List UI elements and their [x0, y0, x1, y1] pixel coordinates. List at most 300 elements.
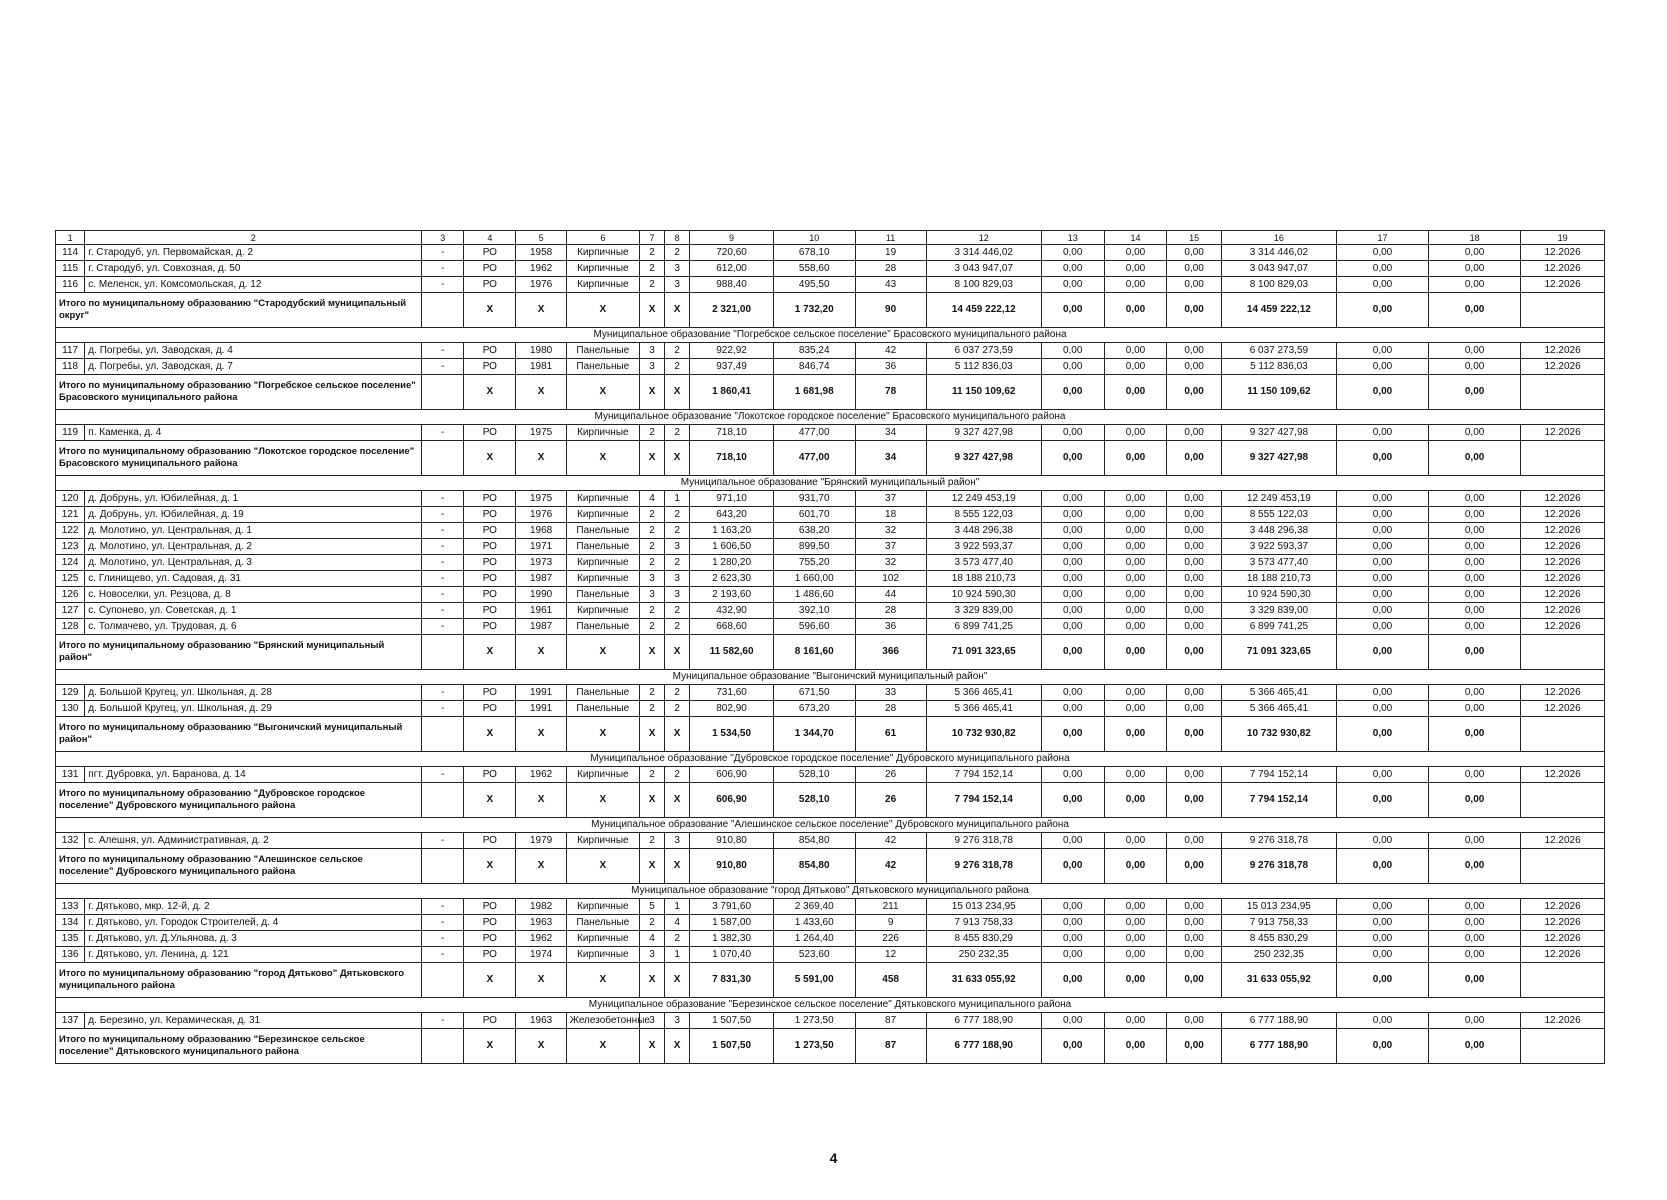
table-cell: 6 899 741,25 [1221, 619, 1336, 635]
table-cell: Х [566, 849, 639, 884]
table-cell: РО [464, 523, 516, 539]
table-cell: 0,00 [1104, 277, 1167, 293]
table-cell: 0,00 [1167, 555, 1221, 571]
table-cell: 61 [855, 717, 926, 752]
table-cell: 846,74 [773, 359, 855, 375]
table-cell: - [422, 1013, 464, 1029]
table-cell: 130 [56, 701, 85, 717]
table-cell: 3 448 296,38 [926, 523, 1041, 539]
table-cell: Итого по муниципальному образованию "город Дятьково" Дятьковского муниципального района [56, 963, 422, 998]
table-cell: 0,00 [1041, 507, 1104, 523]
table-cell: 0,00 [1041, 441, 1104, 476]
table-cell: Панельные [566, 359, 639, 375]
table-cell: 1980 [516, 343, 566, 359]
table-cell: 0,00 [1104, 523, 1167, 539]
table-cell: 12.2026 [1521, 1013, 1605, 1029]
table-cell: Х [566, 441, 639, 476]
table-cell: 90 [855, 293, 926, 328]
table-cell: - [422, 685, 464, 701]
table-cell: 0,00 [1336, 359, 1428, 375]
table-cell: 937,49 [690, 359, 774, 375]
table-row [56, 587, 1605, 603]
table-cell: Кирпичные [566, 555, 639, 571]
table-cell: Х [516, 783, 566, 818]
table-cell: 0,00 [1167, 931, 1221, 947]
table-cell: 3 314 446,02 [926, 245, 1041, 261]
table-cell: 0,00 [1336, 783, 1428, 818]
table-cell: Кирпичные [566, 947, 639, 963]
table-cell: 12.2026 [1521, 587, 1605, 603]
table-cell: 18 [1429, 231, 1521, 245]
table-cell: 0,00 [1167, 245, 1221, 261]
table-cell: 731,60 [690, 685, 774, 701]
table-cell: 1968 [516, 523, 566, 539]
table-cell: с. Меленск, ул. Комсомольская, д. 12 [85, 277, 422, 293]
table-row [56, 343, 1605, 359]
table-cell: Кирпичные [566, 767, 639, 783]
table-cell: 2 [665, 767, 690, 783]
table-cell: 8 161,60 [773, 635, 855, 670]
table-cell: 2 [665, 603, 690, 619]
table-cell: 136 [56, 947, 85, 963]
table-cell: Итого по муниципальному образованию "Березинское сельское поселение" Дятьковского муниципального района [56, 1029, 422, 1064]
table-cell: 36 [855, 359, 926, 375]
table-cell: 0,00 [1336, 277, 1428, 293]
table-cell: РО [464, 277, 516, 293]
table-cell: 1981 [516, 359, 566, 375]
table-cell: 0,00 [1104, 685, 1167, 701]
table-body [56, 231, 1605, 1064]
table-cell: 0,00 [1167, 359, 1221, 375]
table-cell: 0,00 [1041, 635, 1104, 670]
table-cell: 12 [855, 947, 926, 963]
table-cell: Кирпичные [566, 261, 639, 277]
table-cell: Х [639, 441, 664, 476]
total-row [56, 783, 1605, 818]
table-cell [1521, 635, 1605, 670]
table-cell [422, 717, 464, 752]
table-cell: 3 [665, 571, 690, 587]
table-row [56, 947, 1605, 963]
table-cell: 2 [665, 507, 690, 523]
table-cell: Кирпичные [566, 899, 639, 915]
table-cell: 0,00 [1429, 359, 1521, 375]
table-cell: 12.2026 [1521, 491, 1605, 507]
table-cell: 0,00 [1167, 441, 1221, 476]
table-cell: 0,00 [1104, 293, 1167, 328]
table-cell: 0,00 [1429, 899, 1521, 915]
table-cell: 14 459 222,12 [1221, 293, 1336, 328]
table-cell: Х [639, 375, 664, 410]
table-cell: 1962 [516, 931, 566, 947]
table-cell: с. Супонево, ул. Советская, д. 1 [85, 603, 422, 619]
table-cell: 0,00 [1336, 507, 1428, 523]
table-cell: 0,00 [1429, 603, 1521, 619]
table-cell: РО [464, 619, 516, 635]
table-cell: 12.2026 [1521, 685, 1605, 701]
table-cell: 12.2026 [1521, 555, 1605, 571]
table-cell: 87 [855, 1013, 926, 1029]
table-cell: г. Дятьково, ул. Д.Ульянова, д. 3 [85, 931, 422, 947]
table-cell: г. Дятьково, ул. Городок Строителей, д. 4 [85, 915, 422, 931]
table-cell: 71 091 323,65 [1221, 635, 1336, 670]
table-cell: 0,00 [1429, 947, 1521, 963]
table-cell: 3 573 477,40 [926, 555, 1041, 571]
table-cell: 2 623,30 [690, 571, 774, 587]
table-cell: Х [665, 635, 690, 670]
table-cell: 0,00 [1041, 767, 1104, 783]
table-cell: 2 [665, 685, 690, 701]
column-number-row [56, 231, 1605, 245]
table-cell: Х [639, 1029, 664, 1064]
table-cell: 1976 [516, 507, 566, 523]
section-header-row [56, 670, 1605, 685]
table-cell: 971,10 [690, 491, 774, 507]
table-row [56, 899, 1605, 915]
table-cell [1521, 849, 1605, 884]
table-cell: 87 [855, 1029, 926, 1064]
table-cell: 0,00 [1104, 441, 1167, 476]
table-cell [422, 293, 464, 328]
table-cell: 0,00 [1041, 915, 1104, 931]
table-cell: 910,80 [690, 849, 774, 884]
table-cell: 0,00 [1429, 375, 1521, 410]
table-cell: 528,10 [773, 783, 855, 818]
table-row [56, 555, 1605, 571]
table-cell: 3 314 446,02 [1221, 245, 1336, 261]
table-cell: 0,00 [1336, 293, 1428, 328]
table-cell: 7 794 152,14 [926, 767, 1041, 783]
table-cell: Х [464, 375, 516, 410]
table-cell: Итого по муниципальному образованию "Брянский муниципальный район" [56, 635, 422, 670]
table-cell: РО [464, 603, 516, 619]
total-row [56, 293, 1605, 328]
table-cell: 0,00 [1429, 343, 1521, 359]
table-cell: Х [639, 849, 664, 884]
table-cell: Муниципальное образование "Погребское сельское поселение" Брасовского муниципального района [56, 328, 1605, 343]
table-cell: 32 [855, 523, 926, 539]
table-cell: 0,00 [1336, 491, 1428, 507]
table-cell: 1991 [516, 701, 566, 717]
table-cell: 1 587,00 [690, 915, 774, 931]
table-cell: 0,00 [1041, 849, 1104, 884]
table-cell: 0,00 [1167, 635, 1221, 670]
table-cell: 0,00 [1104, 571, 1167, 587]
table-cell: 6 899 741,25 [926, 619, 1041, 635]
table-cell: 0,00 [1104, 245, 1167, 261]
table-cell: 9 327 427,98 [926, 425, 1041, 441]
table-cell: 0,00 [1041, 1029, 1104, 1064]
table-cell: 12.2026 [1521, 701, 1605, 717]
table-cell: 2 [665, 425, 690, 441]
table-cell: 0,00 [1167, 425, 1221, 441]
table-cell: 0,00 [1429, 635, 1521, 670]
table-cell: 720,60 [690, 245, 774, 261]
table-cell: 12.2026 [1521, 277, 1605, 293]
table-cell: 0,00 [1104, 619, 1167, 635]
table-cell: Х [516, 293, 566, 328]
table-cell: 854,80 [773, 833, 855, 849]
table-cell: 5 366 465,41 [1221, 685, 1336, 701]
table-cell: 931,70 [773, 491, 855, 507]
table-cell: 11 150 109,62 [926, 375, 1041, 410]
table-cell: Кирпичные [566, 491, 639, 507]
table-cell: 0,00 [1104, 1029, 1167, 1064]
table-cell: 10 924 590,30 [926, 587, 1041, 603]
table-cell: 0,00 [1336, 963, 1428, 998]
table-cell: Х [665, 849, 690, 884]
table-cell: Железобетонные [566, 1013, 639, 1029]
table-cell: Х [566, 1029, 639, 1064]
table-cell: 43 [855, 277, 926, 293]
total-row [56, 375, 1605, 410]
table-cell: 3 [665, 833, 690, 849]
table-cell: Х [516, 1029, 566, 1064]
table-cell: 3 [639, 571, 664, 587]
table-cell: п. Каменка, д. 4 [85, 425, 422, 441]
table-cell: 0,00 [1429, 555, 1521, 571]
table-cell: 1963 [516, 915, 566, 931]
table-cell: д. Погребы, ул. Заводская, д. 7 [85, 359, 422, 375]
table-cell: - [422, 359, 464, 375]
table-cell: 6 037 273,59 [1221, 343, 1336, 359]
table-cell: 0,00 [1167, 587, 1221, 603]
table-row [56, 245, 1605, 261]
table-cell: с. Алешня, ул. Административная, д. 2 [85, 833, 422, 849]
table-cell: РО [464, 833, 516, 849]
table-cell: 10 [773, 231, 855, 245]
table-cell: 0,00 [1429, 245, 1521, 261]
table-cell: 3 922 593,37 [926, 539, 1041, 555]
table-cell: 31 633 055,92 [926, 963, 1041, 998]
table-cell: Х [566, 783, 639, 818]
section-header-row [56, 818, 1605, 833]
table-cell: РО [464, 507, 516, 523]
table-cell: с. Толмачево, ул. Трудовая, д. 6 [85, 619, 422, 635]
table-cell: 606,90 [690, 767, 774, 783]
table-cell: 0,00 [1041, 963, 1104, 998]
table-cell: Кирпичные [566, 931, 639, 947]
table-cell: 28 [855, 701, 926, 717]
table-cell: 3 329 839,00 [926, 603, 1041, 619]
total-row [56, 441, 1605, 476]
table-cell: 458 [855, 963, 926, 998]
table-cell: 0,00 [1041, 261, 1104, 277]
table-cell: Х [639, 963, 664, 998]
table-cell: 1 280,20 [690, 555, 774, 571]
table-row [56, 603, 1605, 619]
table-cell: 42 [855, 343, 926, 359]
table-cell [1521, 375, 1605, 410]
table-cell: 0,00 [1336, 1013, 1428, 1029]
table-cell: 7 913 758,33 [1221, 915, 1336, 931]
table-cell: 2 [665, 931, 690, 947]
table-cell: 0,00 [1336, 767, 1428, 783]
table-cell: 1 [665, 899, 690, 915]
total-row [56, 635, 1605, 670]
table-cell: 3 [665, 261, 690, 277]
table-cell: 0,00 [1336, 245, 1428, 261]
table-cell: д. Большой Кругец, ул. Школьная, д. 29 [85, 701, 422, 717]
table-cell: 0,00 [1167, 1029, 1221, 1064]
table-cell: Муниципальное образование "Дубровское городское поселение" Дубровского муниципального района [56, 752, 1605, 767]
total-row [56, 717, 1605, 752]
table-cell: 0,00 [1429, 685, 1521, 701]
table-cell: 0,00 [1336, 603, 1428, 619]
table-cell: 19 [855, 245, 926, 261]
table-cell: 211 [855, 899, 926, 915]
table-cell: 114 [56, 245, 85, 261]
table-cell: 18 188 210,73 [926, 571, 1041, 587]
table-cell: 0,00 [1167, 571, 1221, 587]
table-cell: Муниципальное образование "Выгоничский муниципальный район" [56, 670, 1605, 685]
table-cell: 3 329 839,00 [1221, 603, 1336, 619]
table-cell: Х [464, 635, 516, 670]
table-cell: 1 732,20 [773, 293, 855, 328]
table-cell: 0,00 [1336, 441, 1428, 476]
table-cell: 18 188 210,73 [1221, 571, 1336, 587]
table-cell: 1982 [516, 899, 566, 915]
table-cell: 0,00 [1336, 375, 1428, 410]
table-cell: 12.2026 [1521, 343, 1605, 359]
table-cell [422, 375, 464, 410]
table-cell [422, 635, 464, 670]
table-cell: 0,00 [1429, 441, 1521, 476]
table-cell: 0,00 [1104, 947, 1167, 963]
table-cell: 596,60 [773, 619, 855, 635]
table-cell: 0,00 [1167, 491, 1221, 507]
table-cell: 1 070,40 [690, 947, 774, 963]
table-cell: Х [665, 293, 690, 328]
table-cell: г. Стародуб, ул. Совхозная, д. 50 [85, 261, 422, 277]
table-cell: 0,00 [1041, 1013, 1104, 1029]
table-cell: 0,00 [1167, 963, 1221, 998]
table-cell: 1990 [516, 587, 566, 603]
table-cell: 4 [464, 231, 516, 245]
table-cell: 0,00 [1104, 1013, 1167, 1029]
table-cell: 6 777 188,90 [926, 1013, 1041, 1029]
table-cell: 1 433,60 [773, 915, 855, 931]
table-cell: 910,80 [690, 833, 774, 849]
table-cell: 0,00 [1167, 375, 1221, 410]
table-cell: РО [464, 1013, 516, 1029]
table-cell: Итого по муниципальному образованию "Дубровское городское поселение" Дубровского муниципального района [56, 783, 422, 818]
table-cell: 6 777 188,90 [1221, 1029, 1336, 1064]
table-cell: 0,00 [1104, 539, 1167, 555]
table-cell: 5 112 836,03 [926, 359, 1041, 375]
table-cell: 36 [855, 619, 926, 635]
table-cell: Х [639, 783, 664, 818]
table-cell: 0,00 [1167, 277, 1221, 293]
table-cell: Кирпичные [566, 245, 639, 261]
table-cell: Панельные [566, 523, 639, 539]
table-cell: 37 [855, 491, 926, 507]
table-cell: Муниципальное образование "Локотское городское поселение" Брасовского муниципального района [56, 410, 1605, 425]
table-cell: 2 [665, 523, 690, 539]
table-cell: 226 [855, 931, 926, 947]
table-cell: Х [464, 717, 516, 752]
table-cell: 116 [56, 277, 85, 293]
table-cell: 0,00 [1041, 685, 1104, 701]
table-cell: - [422, 491, 464, 507]
table-cell: 1 681,98 [773, 375, 855, 410]
table-cell: 2 [639, 833, 664, 849]
table-cell: Панельные [566, 539, 639, 555]
table-cell: 0,00 [1336, 261, 1428, 277]
table-cell: Кирпичные [566, 603, 639, 619]
table-cell: Кирпичные [566, 277, 639, 293]
table-cell: 8 455 830,29 [926, 931, 1041, 947]
table-cell: 1973 [516, 555, 566, 571]
table-cell: 115 [56, 261, 85, 277]
table-cell: 1962 [516, 261, 566, 277]
table-cell: Х [464, 849, 516, 884]
table-cell [1521, 293, 1605, 328]
table-cell: 0,00 [1429, 619, 1521, 635]
table-cell: РО [464, 343, 516, 359]
table-cell [1521, 783, 1605, 818]
table-cell: 127 [56, 603, 85, 619]
table-cell: 1979 [516, 833, 566, 849]
table-cell: 123 [56, 539, 85, 555]
table-cell: 3 [639, 587, 664, 603]
table-cell: Х [464, 963, 516, 998]
table-cell: 0,00 [1104, 507, 1167, 523]
table-cell: 0,00 [1336, 425, 1428, 441]
table-cell: 7 913 758,33 [926, 915, 1041, 931]
table-cell: пгт. Дубровка, ул. Баранова, д. 14 [85, 767, 422, 783]
table-cell: 0,00 [1041, 277, 1104, 293]
table-cell: 0,00 [1104, 603, 1167, 619]
table-cell: 1 [665, 947, 690, 963]
table-cell: 15 013 234,95 [926, 899, 1041, 915]
table-cell: д. Молотино, ул. Центральная, д. 2 [85, 539, 422, 555]
table-cell: 1 163,20 [690, 523, 774, 539]
table-cell: 835,24 [773, 343, 855, 359]
table-cell: - [422, 767, 464, 783]
table-cell: 0,00 [1041, 491, 1104, 507]
table-cell: 0,00 [1167, 915, 1221, 931]
table-cell: 12.2026 [1521, 507, 1605, 523]
table-cell: 34 [855, 441, 926, 476]
table-cell: 718,10 [690, 425, 774, 441]
table-cell: РО [464, 571, 516, 587]
table-cell: 2 [639, 507, 664, 523]
table-cell: Х [639, 635, 664, 670]
table-cell: 673,20 [773, 701, 855, 717]
table-cell: 0,00 [1104, 717, 1167, 752]
table-cell: 42 [855, 849, 926, 884]
table-cell: РО [464, 539, 516, 555]
table-cell: 2 [639, 685, 664, 701]
table-cell: 0,00 [1167, 899, 1221, 915]
table-cell: 13 [1041, 231, 1104, 245]
table-cell: 612,00 [690, 261, 774, 277]
table-cell: 102 [855, 571, 926, 587]
table-cell: 1 606,50 [690, 539, 774, 555]
table-cell: 0,00 [1041, 359, 1104, 375]
table-cell: 3 [665, 1013, 690, 1029]
table-cell: - [422, 833, 464, 849]
table-cell: 7 794 152,14 [1221, 783, 1336, 818]
table-cell: 5 366 465,41 [926, 701, 1041, 717]
table-cell: 0,00 [1336, 555, 1428, 571]
table-cell: 8 455 830,29 [1221, 931, 1336, 947]
table-cell: 33 [855, 685, 926, 701]
section-header-row [56, 410, 1605, 425]
table-cell: 0,00 [1041, 619, 1104, 635]
table-cell: 6 777 188,90 [1221, 1013, 1336, 1029]
